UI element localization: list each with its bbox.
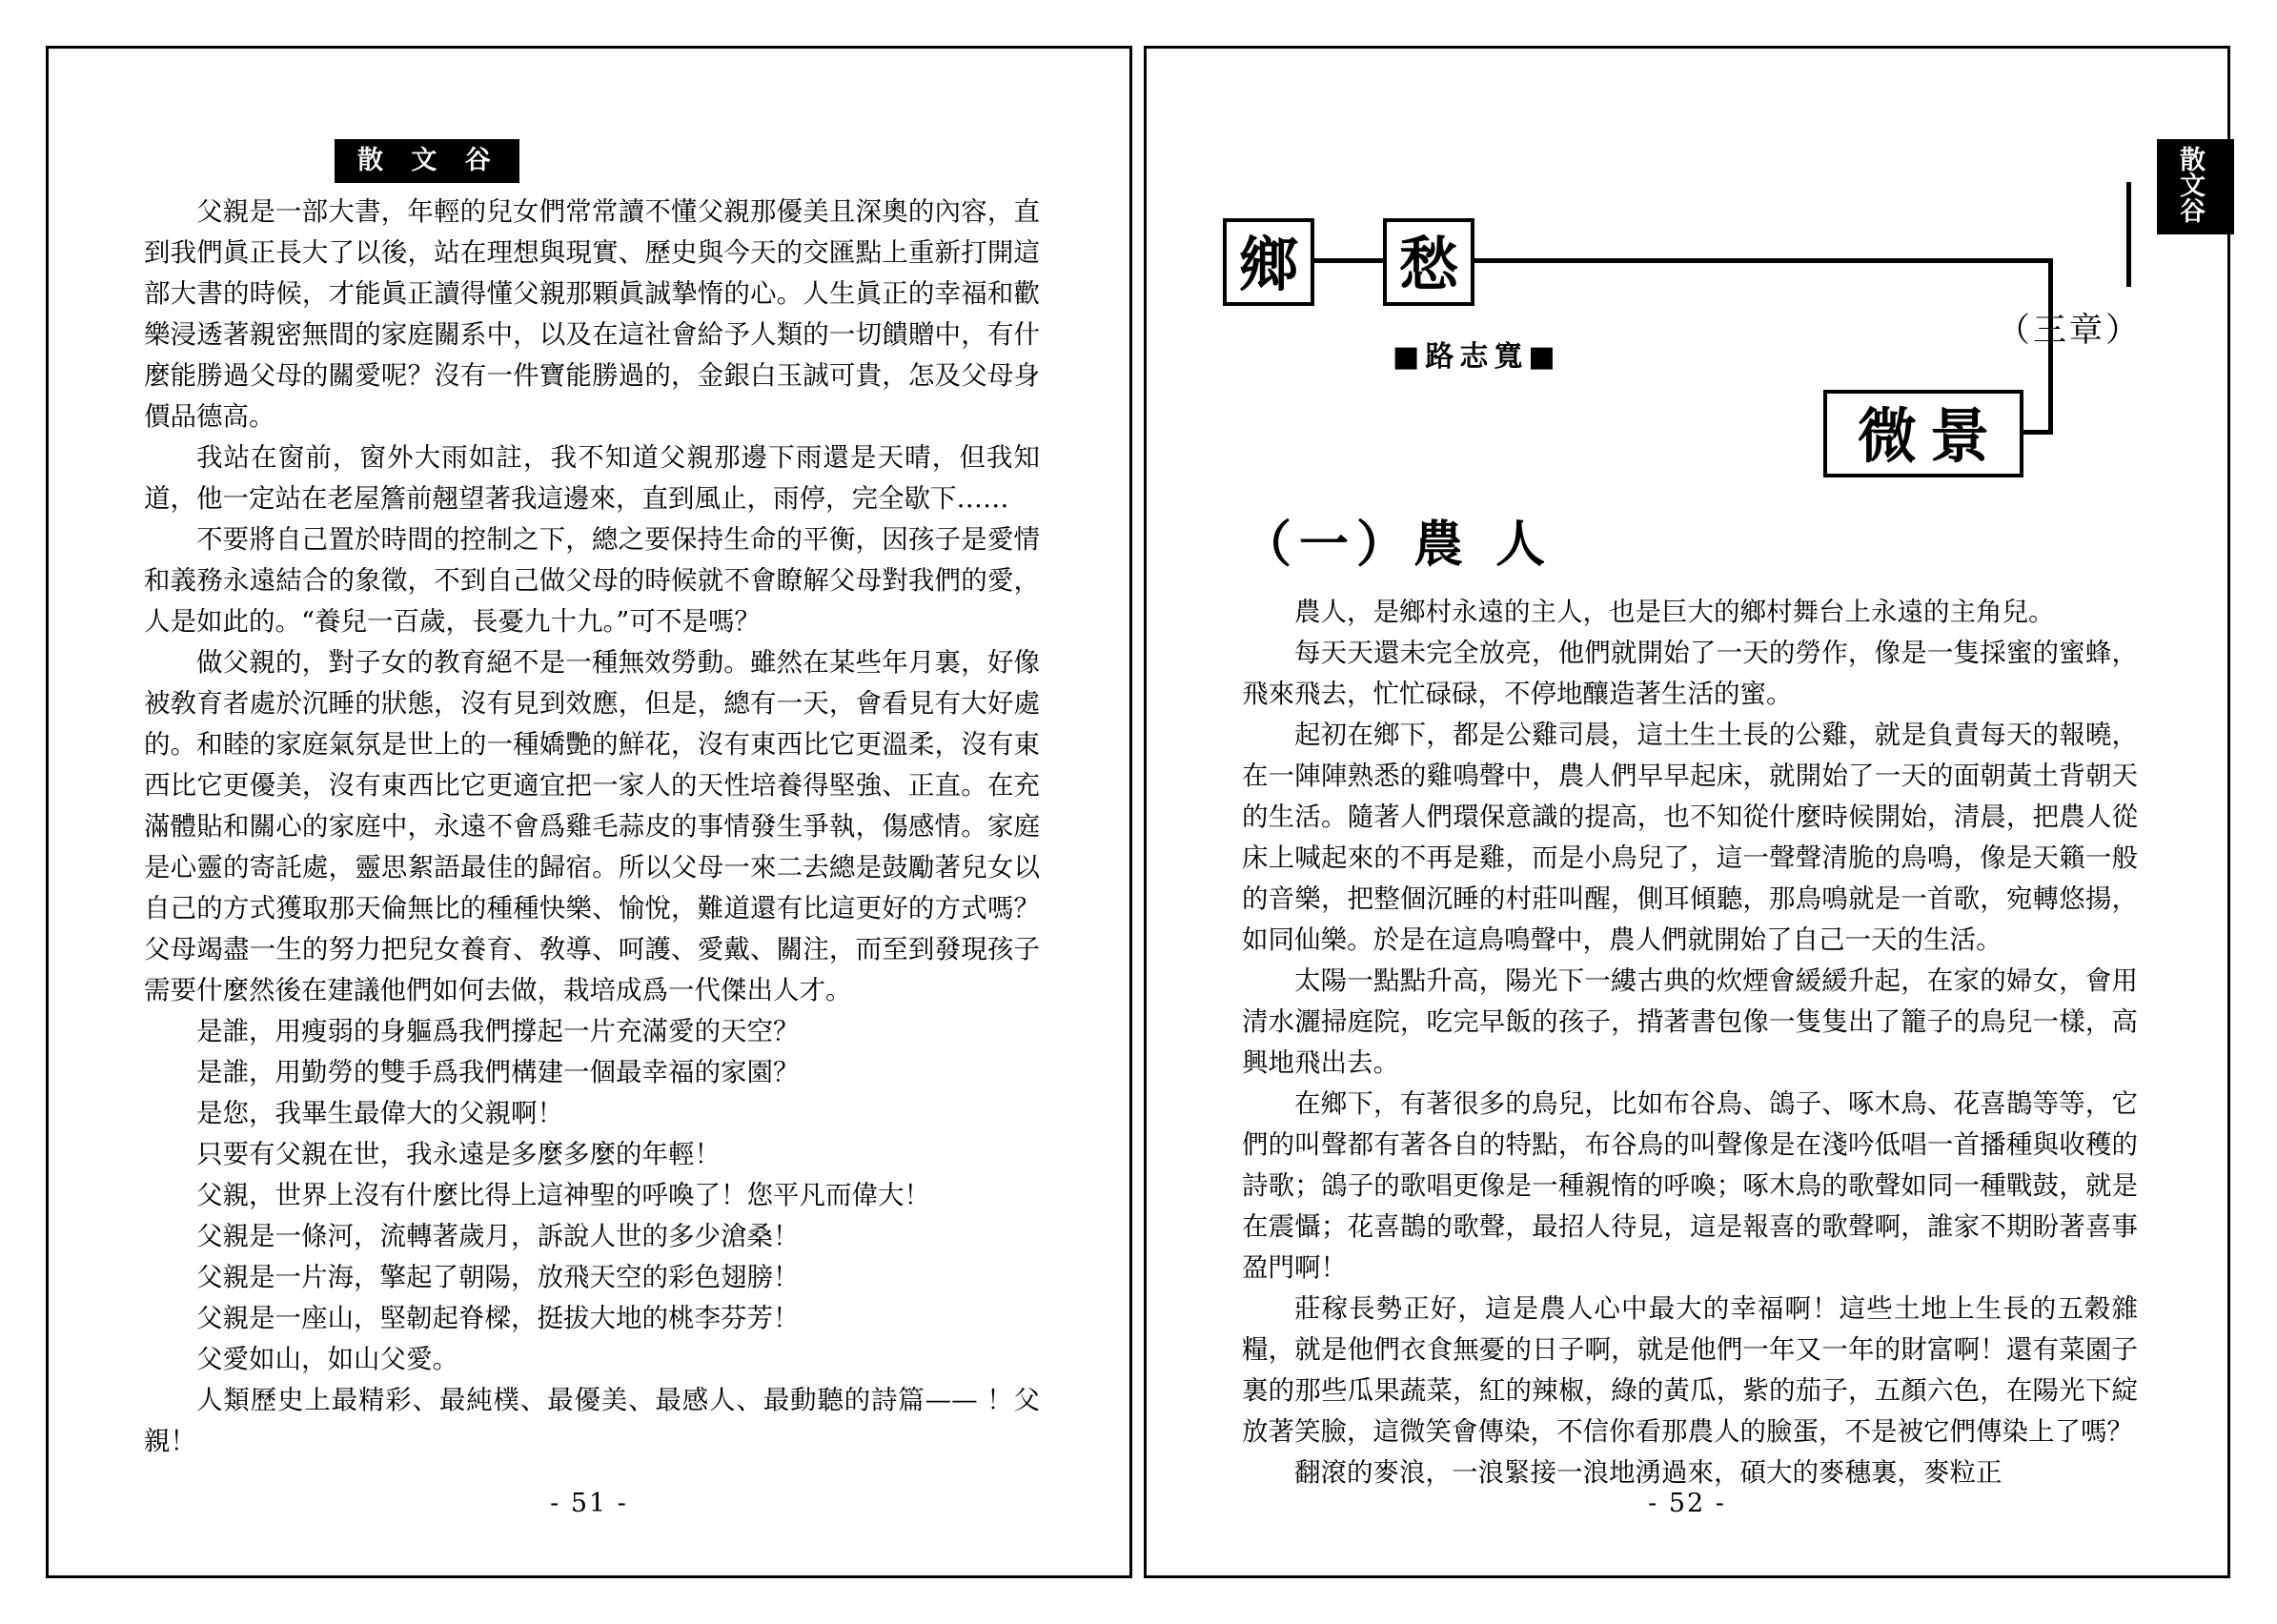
paragraph: 父親是一條河，流轉著歲月，訴說人世的多少滄桑！ xyxy=(196,1221,800,1251)
page-number-right: - 52 - xyxy=(1648,1489,1726,1518)
paragraph: 父親是一部大書，年輕的兒女們常常讀不懂父親那優美且深奧的內容，直到我們眞正長大了以後，站在理想與現實、歷史與今天的交匯點上重新打開這部大書的時候，才能眞正讀得懂父親那顆眞誠摯惰的心。人生眞正的幸福和歡樂浸透著親密無間的家庭關系中，以及在這社會給予人類的一切饋贈中，有什麼能勝過父母的關愛呢？沒有一件寶能勝過的，金銀白玉誠可貴，怎及父母身價品德高。 xyxy=(144,196,1040,432)
title-char-box-3: 微景 xyxy=(1823,390,2023,477)
title-connector-line-4 xyxy=(2023,430,2053,435)
title-connector-line-1 xyxy=(1314,258,1383,263)
title-connector-line-5 xyxy=(2126,182,2131,287)
title-char-box-2: 愁 xyxy=(1383,218,1474,306)
paragraph: 起初在鄉下，都是公雞司晨，這土生土長的公雞，就是負責每天的報曉，在一陣陣熟悉的雞鳴聲中，農人們早早起床，就開始了一天的面朝黃土背朝天的生活。隨著人們環保意識的提高，也不知從什麼時候開始，清晨，把農人從床上喊起來的不再是雞，而是小鳥兒了，這一聲聲清脆的鳥鳴，像是天籟一般的音樂，把整個沉睡的村莊叫醒，側耳傾聽，那鳥鳴就是一首歌，宛轉悠揚，如同仙樂。於是在這鳥鳴聲中，農人們就開始了自己一天的生活。 xyxy=(1242,720,2138,955)
paragraph: 是您，我畢生最偉大的父親啊！ xyxy=(196,1098,563,1128)
section-title: （一）農 人 xyxy=(1242,516,1554,574)
paragraph: 父親是一片海，擎起了朝陽，放飛天空的彩色翅膀！ xyxy=(196,1262,800,1292)
paragraph: 只要有父親在世，我永遠是多麼多麼的年輕！ xyxy=(196,1139,721,1169)
paragraph: 不要將自己置於時間的控制之下，總之要保持生命的平衡，因孩子是愛情和義務永遠結合的象徵，不到自己做父母的時候就不會瞭解父母對我們的愛，人是如此的。“養兒一百歲，長憂九十九。”可不是嗎？ xyxy=(144,524,1040,637)
author-byline: ■路志寬■ xyxy=(1393,340,1561,374)
paragraph: 做父親的，對子女的教育絕不是一種無效勞動。雖然在某些年月裏，好像被敎育者處於沉睡的狀態，沒有見到效應，但是，總有一天，會看見有大好處的。和睦的家庭氣氛是世上的一種嬌艷的鮮花，沒有東西比它更溫柔，沒有東西比它更優美，沒有東西比它更適宜把一家人的天性培養得堅強、正直。在充滿體貼和關心的家庭中，永遠不會爲雞毛蒜皮的事情發生爭執，傷感情。家庭是心靈的寄託處，靈思絮語最佳的歸宿。所以父母一來二去總是鼓勵著兒女以自己的方式獲取那天倫無比的種種快樂、愉悅，難道還有比這更好的方式嗎？父母竭盡一生的努力把兒女養育、敎導、呵護、愛戴、關注，而至到發現孩子需要什麼然後在建議他們如何去做，栽培成爲一代傑出人才。 xyxy=(144,647,1040,1005)
paragraph: 在鄉下，有著很多的鳥兒，比如布谷鳥、鴿子、啄木鳥、花喜鵲等等，它們的叫聲都有著各自的特點，布谷鳥的叫聲像是在淺吟低唱一首播種與收穫的詩歌；鴿子的歌唱更像是一種親惰的呼喚；啄木鳥的歌聲如同一種戰鼓，就是在震懾；花喜鵲的歌聲，最招人待見，這是報喜的歌聲啊，誰家不期盼著喜事盈門啊！ xyxy=(1242,1088,2138,1283)
paragraph: 父親是一座山，堅韌起脊樑，挺拔大地的桃李芬芳！ xyxy=(196,1303,800,1333)
running-head-left: 散 文 谷 xyxy=(335,139,519,183)
paragraph: 莊稼長勢正好，這是農人心中最大的幸福啊！這些土地上生長的五穀雜糧，就是他們衣食無憂的日子啊，就是他們一年又一年的財富啊！還有菜園子裏的那些瓜果蔬菜，紅的辣椒，綠的黃瓜，紫的茄子，五顏六色，在陽光下綻放著笑臉，這微笑會傳染，不信你看那農人的臉蛋，不是被它們傳染上了嗎？ xyxy=(1242,1293,2138,1447)
title-connector-line-2 xyxy=(1474,258,2052,263)
paragraph: 是誰，用瘦弱的身軀爲我們撐起一片充滿愛的天空？ xyxy=(196,1016,800,1046)
right-page-inner xyxy=(1147,49,2227,1575)
paragraph: 翻滾的麥浪，一浪緊接一浪地湧過來，碩大的麥穗裏，麥粒正 xyxy=(1294,1457,2003,1488)
paragraph: 人類歷史上最精彩、最純樸、最優美、最感人、最動聽的詩篇—— ！父親！ xyxy=(144,1385,1040,1456)
paragraph: 太陽一點點升高，陽光下一縷古典的炊煙會緩緩升起，在家的婦女，會用清水灑掃庭院，吃完早飯的孩子，揹著書包像一隻隻出了籠子的鳥兒一樣，高興地飛出去。 xyxy=(1242,965,2138,1078)
running-head-right: 散 文 谷 xyxy=(2157,139,2234,234)
paragraph: 父愛如山，如山父愛。 xyxy=(196,1344,458,1374)
paragraph: 父親，世界上沒有什麼比得上這神聖的呼喚了！您平凡而偉大！ xyxy=(196,1180,930,1210)
paragraph: 是誰，用勤勞的雙手爲我們構建一個最幸福的家園？ xyxy=(196,1057,800,1087)
paragraph: 每天天還未完全放亮，他們就開始了一天的勞作，像是一隻採蜜的蜜蜂，飛來飛去，忙忙碌碌，不停地釀造著生活的蜜。 xyxy=(1242,638,2138,709)
paragraph: 農人，是鄉村永遠的主人，也是巨大的鄉村舞台上永遠的主角兒。 xyxy=(1294,597,2055,627)
left-page-inner xyxy=(49,49,1129,1575)
right-page xyxy=(1144,46,2230,1578)
right-page-body xyxy=(1242,592,2138,1493)
left-page-body xyxy=(144,192,1040,1462)
article-title-block xyxy=(1223,211,2157,535)
chapter-label: （三章） xyxy=(1997,312,2143,350)
paragraph: 我站在窗前，窗外大雨如註，我不知道父親那邊下雨還是天晴，但我知道，他一定站在老屋簷前翹望著我這邊來，直到風止，雨停，完全歇下…… xyxy=(144,442,1040,514)
left-page xyxy=(46,46,1132,1578)
page-number-left: - 51 - xyxy=(550,1489,628,1518)
title-char-box-1: 鄉 xyxy=(1223,218,1314,306)
